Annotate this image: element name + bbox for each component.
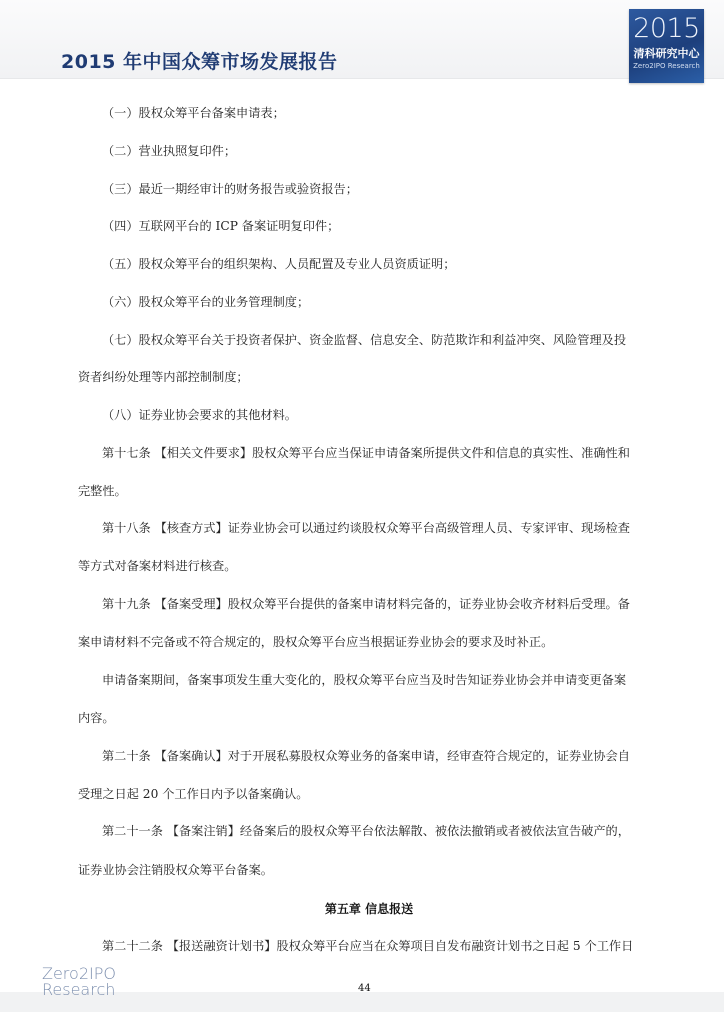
logo-org-en: Zero2IPO Research: [633, 62, 700, 70]
list-item-1: （一）股权众筹平台备案申请表；: [102, 106, 285, 120]
article-19-line-1: 第十九条 【备案受理】股权众筹平台提供的备案申请材料完备的，证券业协会收齐材料后受理。备: [102, 597, 630, 611]
article-19b-line-2: 内容。: [78, 711, 115, 725]
article-19b-line-1: 申请备案期间，备案事项发生重大变化的，股权众筹平台应当及时告知证券业协会并申请变更备案: [102, 673, 627, 687]
article-18-line-2: 等方式对备案材料进行核查。: [78, 559, 237, 573]
footer-logo: [42, 966, 116, 998]
article-18-line-1: 第十八条 【核查方式】证券业协会可以通过约谈股权众筹平台高级管理人员、专家评审、现场检查: [102, 521, 630, 535]
article-17-line-1: 第十七条 【相关文件要求】股权众筹平台应当保证申请备案所提供文件和信息的真实性、准确性和: [102, 446, 630, 460]
list-item-2: （二）营业执照复印件；: [102, 144, 237, 158]
page-number: 44: [358, 983, 371, 994]
article-20-line-1: 第二十条 【备案确认】对于开展私募股权众筹业务的备案申请，经审查符合规定的，证券业协会自: [102, 749, 630, 763]
list-item-3: （三）最近一期经审计的财务报告或验资报告；: [102, 182, 358, 196]
list-item-6: （六）股权众筹平台的业务管理制度；: [102, 295, 310, 309]
list-item-7-line-2: 资者纠纷处理等内部控制制度；: [78, 370, 249, 384]
list-item-4: （四）互联网平台的 ICP 备案证明复印件；: [102, 219, 340, 233]
list-item-7-line-1: （七）股权众筹平台关于投资者保护、资金监督、信息安全、防范欺诈和利益冲突、风险管理及投: [102, 333, 627, 347]
list-item-5: （五）股权众筹平台的组织架构、人员配置及专业人员资质证明；: [102, 257, 456, 271]
logo-org-cn: 清科研究中心: [633, 47, 700, 60]
article-22-line-1: 第二十二条 【报送融资计划书】股权众筹平台应当在众筹项目自发布融资计划书之日起 5 个工作日: [102, 939, 634, 953]
zero2ipo-logo-badge: [629, 9, 704, 83]
article-21-line-2: 证券业协会注销股权众筹平台备案。: [78, 863, 273, 877]
footer-logo-line-1: Zero2IPO: [42, 964, 116, 983]
article-21-line-1: 第二十一条 【备案注销】经备案后的股权众筹平台依法解散、被依法撤销或者被依法宣告破产的，: [102, 824, 630, 838]
chapter-heading: 第五章 信息报送: [324, 902, 414, 916]
footer-logo-line-2: Research: [42, 980, 116, 999]
list-item-8: （八）证券业协会要求的其他材料。: [102, 408, 297, 422]
report-title: 2015 年中国众筹市场发展报告: [61, 51, 338, 73]
logo-year: 2015: [633, 13, 700, 44]
article-17-line-2: 完整性。: [78, 484, 127, 498]
article-19-line-2: 案申请材料不完备或不符合规定的，股权众筹平台应当根据证券业协会的要求及时补正。: [78, 635, 554, 649]
article-20-line-2: 受理之日起 20 个工作日内予以备案确认。: [78, 787, 309, 801]
